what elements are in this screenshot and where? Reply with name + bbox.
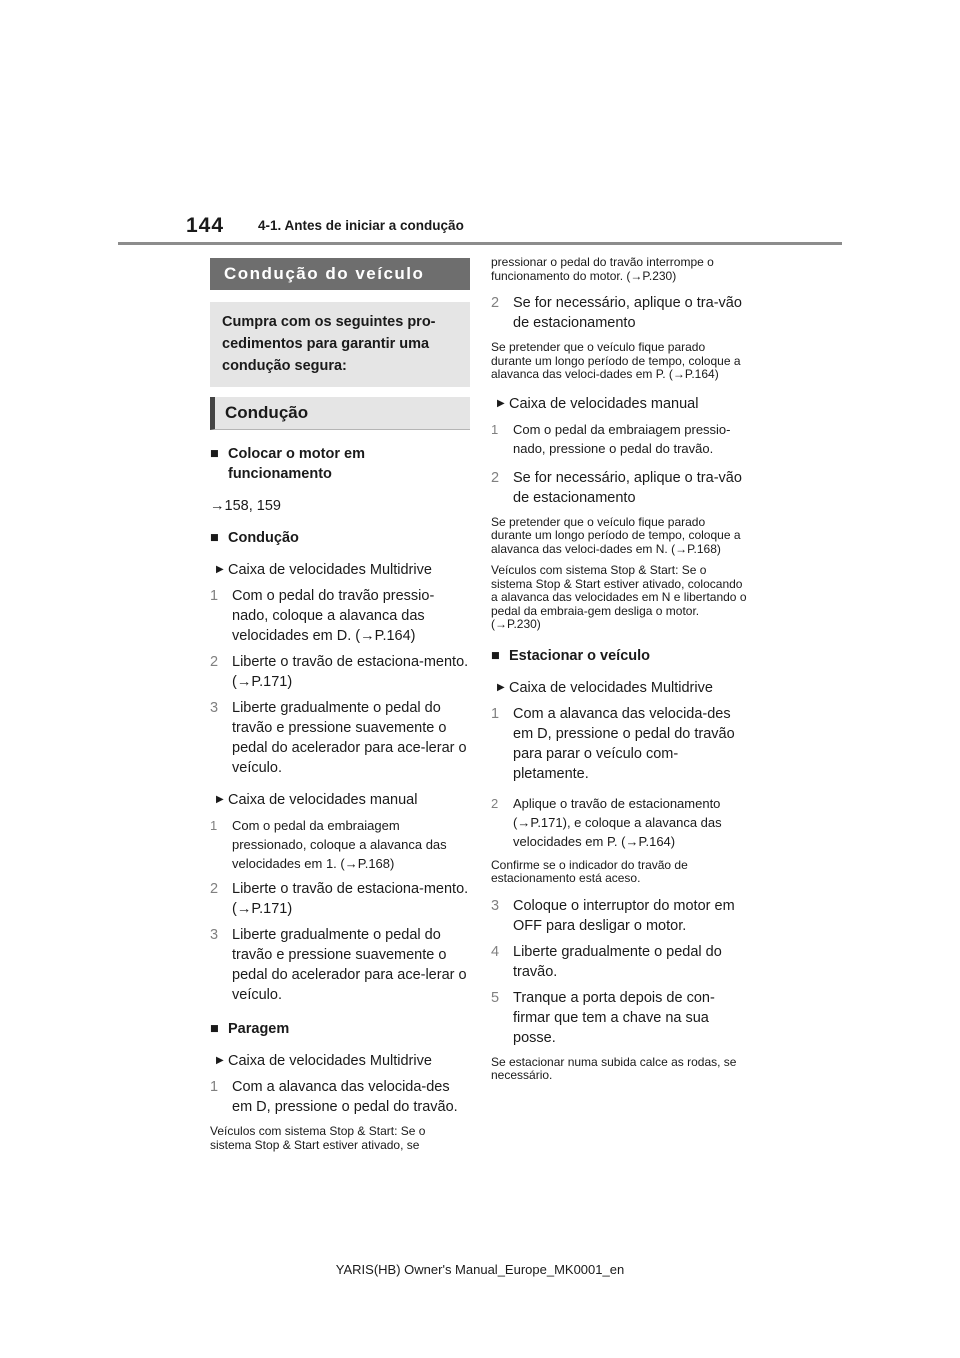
multidrive-label: ▶ Caixa de velocidades Multidrive <box>216 1053 432 1069</box>
list-item: 5 Tranque a porta depois de con-firmar que tem a chave na sua posse. <box>491 989 715 1046</box>
main-heading: Condução do veículo <box>210 258 470 290</box>
stopping-heading: ■ Paragem <box>210 1021 290 1037</box>
list-item: 3 Liberte gradualmente o pedal do travão e pressione suavemente o pedal do acelerador para ace-lerar o veículo. <box>210 700 467 776</box>
note-text: Veículos com sistema Stop & Start: Se o sistema Stop & Start estiver ativado, colocando a alavanca das velocidades em N e libertando o pedal da embraia-gem desliga o motor. (→P.230) <box>491 563 747 631</box>
list-item: 1 Com a alavanca das velocida-des em D, pressione o pedal do travão. <box>210 1079 458 1115</box>
note-text: Se estacionar numa subida calce as rodas, se necessário. <box>491 1054 737 1082</box>
list-item: 2 Aplique o travão de estacionamento (→P.171), e coloque a alavanca das velocidades em P. (→P.164) <box>491 795 722 849</box>
note-text: Confirme se o indicador do travão de estacionamento está aceso. <box>491 857 688 885</box>
list-item: 3 Coloque o interruptor do motor em OFF para desligar o motor. <box>491 897 735 934</box>
list-item: 2 Se for necessário, aplique o tra-vão de estacionamento <box>491 469 742 506</box>
list-item: 3 Liberte gradualmente o pedal do travão e pressione suavemente o pedal do acelerador para ace-lerar o veículo. <box>210 927 467 1003</box>
multidrive-label: ▶ Caixa de velocidades Multidrive <box>216 562 432 578</box>
intro-box: Cumpra com os seguintes pro-cedimentos para garantir uma condução segura: <box>210 302 470 387</box>
note-text: Se pretender que o veículo fique parado durante um longo período de tempo, coloque a alavanca das veloci-dades em N. (→P.168) <box>491 514 741 556</box>
list-item: 1 Com o pedal da embraiagem pressionado, coloque a alavanca das velocidades em 1. (→P.168) <box>210 818 447 871</box>
start-engine-heading: ■ Colocar o motor em funcionamento <box>210 446 365 482</box>
triangle-bullet-icon: ▶ <box>497 681 505 693</box>
manual-label: ▶ Caixa de velocidades manual <box>497 395 699 412</box>
list-item: 1 Com o pedal do travão pressio-nado, coloque a alavanca das velocidades em D. (→P.164) <box>210 588 435 644</box>
square-bullet-icon: ■ <box>210 1021 219 1037</box>
list-item: 1 Com o pedal da embraiagem pressio-nado, pressione o pedal do travão. <box>491 421 731 456</box>
triangle-bullet-icon: ▶ <box>497 397 505 409</box>
square-bullet-icon: ■ <box>210 530 219 546</box>
list-item: 2 Se for necessário, aplique o tra-vão de estacionamento <box>491 295 742 331</box>
right-column <box>491 256 749 1083</box>
square-bullet-icon: ■ <box>210 446 219 462</box>
driving-heading: ■ Condução <box>210 530 299 546</box>
page-reference: →158, 159 <box>210 498 281 514</box>
multidrive-label: ▶ Caixa de velocidades Multidrive <box>497 679 713 696</box>
note-text: Veículos com sistema Stop & Start: Se o sistema Stop & Start estiver ativado, se <box>210 1124 426 1152</box>
page-number: 144 <box>186 214 225 237</box>
square-bullet-icon: ■ <box>491 647 500 664</box>
manual-label: ▶ Caixa de velocidades manual <box>216 792 418 808</box>
header-rule <box>118 242 842 245</box>
triangle-bullet-icon: ▶ <box>216 1055 224 1066</box>
triangle-bullet-icon: ▶ <box>216 794 224 805</box>
continued-text: pressionar o pedal do travão interrompe o funcionamento do motor. (→P.230) <box>491 255 714 283</box>
list-item: 2 Liberte o travão de estaciona-mento. (→P.171) <box>210 881 469 917</box>
section-title: 4-1. Antes de iniciar a condução <box>258 218 464 233</box>
note-text: Se pretender que o veículo fique parado durante um longo período de tempo, coloque a alavanca das veloci-dades em P. (→P.164) <box>491 340 741 381</box>
footer-text: YARIS(HB) Owner's Manual_Europe_MK0001_en <box>335 1262 625 1277</box>
list-item: 4 Liberte gradualmente o pedal do travão. <box>491 943 722 980</box>
list-item: 1 Com a alavanca das velocida-des em D, pressione o pedal do travão para parar o veículo com-pletamente. <box>491 705 735 782</box>
sub-heading: Condução <box>210 397 470 430</box>
triangle-bullet-icon: ▶ <box>216 564 224 575</box>
parking-heading: ■ Estacionar o veículo <box>491 647 651 664</box>
left-column <box>210 258 470 1152</box>
list-item: 2 Liberte o travão de estaciona-mento. (→P.171) <box>210 654 469 690</box>
